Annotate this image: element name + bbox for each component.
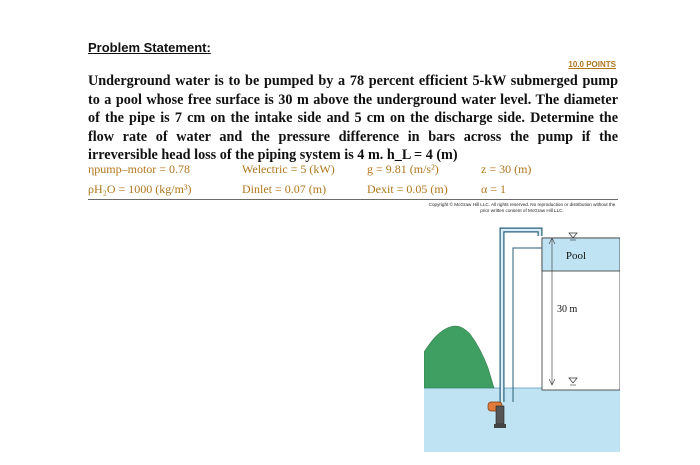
pump-intake: [494, 424, 506, 428]
given-inlet-diameter: Dinlet = 0.07 (m): [242, 182, 327, 196]
given-exit-diameter: Dexit = 0.05 (m): [367, 182, 448, 196]
pump-diagram-svg: [424, 202, 620, 452]
height-label: 30 m: [557, 304, 578, 315]
given-gravity: g = 9.81 (m/s²): [367, 162, 439, 176]
pump-body: [496, 406, 504, 424]
discharge-pipe: [502, 230, 540, 402]
ground-hill: [424, 326, 494, 388]
pipe-outline: [513, 248, 542, 402]
copyright-notice: Copyright © McGraw Hill LLC. All rights reserved. No reproduction or distribution without the prior written consent of McGraw Hill LLC.: [428, 202, 616, 213]
problem-heading: Problem Statement:: [88, 40, 211, 55]
pool-label: Pool: [565, 250, 587, 262]
underground-water: [424, 388, 620, 452]
given-alpha: α = 1: [481, 182, 507, 196]
pool-surface-marker-icon: [569, 233, 577, 238]
divider-line: [88, 199, 618, 200]
discharge-pipe-inner: [502, 230, 540, 402]
points-badge: 10.0 POINTS: [568, 60, 616, 69]
problem-statement: Underground water is to be pumped by a 78 percent efficient 5-kW submerged pump to a pool whose free surface is 30 m above the underground water level. The diameter of the pipe is 7 cm on the intake side and 5 cm on the discharge side. Determine the flow rate of water and the pressure difference in bars across the pump if the irreversible head loss of the piping system is 4 m. h_L = 4 (m): [88, 73, 618, 163]
pump-diagram: [424, 202, 620, 452]
given-height: z = 30 (m): [481, 162, 532, 176]
given-electric-power: Welectric = 5 (kW): [242, 162, 335, 176]
given-pump-efficiency: ηpump–motor = 0.78: [88, 162, 191, 176]
given-water-density: ρH₂O = 1000 (kg/m³): [88, 182, 192, 196]
